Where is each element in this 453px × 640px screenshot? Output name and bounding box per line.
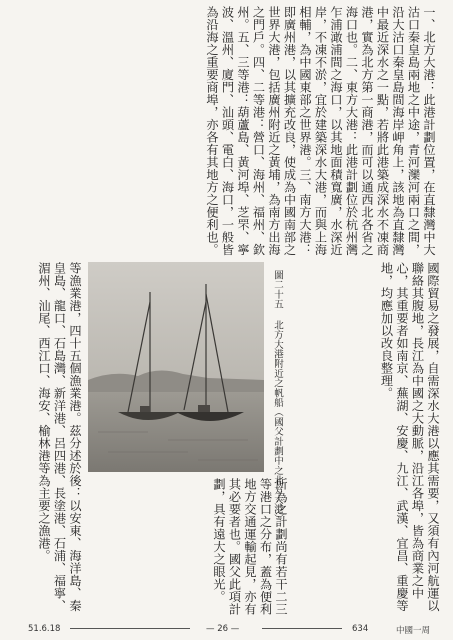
figure (88, 262, 286, 524)
photo-sailboats (88, 262, 264, 472)
article-paragraph: 一、北方大港：此港計劃位置，在直隸灣中大沽口秦皇島兩地之中途，青河灤河兩口之間，沿大沽口秦皇島間海岸岬角上，該地為直隸灣中最近深水之一點，若將此港築成深水不凍商港，實為北方第一商港，而可以通西北各省之海口也。二、東方大港：此港計劃位於杭州灣乍浦澉浦間之海口，以其地面積寬廣，水深近岸，不凍不淤，宜於建築深水大港，而與上海相輔，為中國東部之世界港。三、南方大港：即廣州港，以其擴充改良，使成為中國南部之世界大港，包括廣州附近之黃埔，為南方出海之門戶。四、二等港：營口、海州、福州、欽州。五、三等港：葫蘆島、黃河埠、芝罘、寧波、溫州、廈門、汕頭、電白、海口，一般皆為沿海之重要商埠，亦各有其地方之便利也。 (205, 6, 436, 256)
article-text-bottom (84, 478, 288, 624)
serial-number: 634 (352, 624, 369, 634)
article-paragraph: 等漁業港，四十五個漁業港。茲分述於後：以安東、海洋島、秦皇島、龍口、石島灣、新洋港、呂四港、長塗港、石浦、福寧、湄州、汕尾、西江口、海安、榆林港等為主要之漁港。 (37, 262, 82, 612)
article-text-right (290, 262, 440, 624)
page-number: — 26 — (206, 624, 240, 634)
article-text-top (18, 6, 436, 260)
article-text-left (14, 262, 82, 624)
page-footer (0, 622, 453, 638)
figure-caption: 圖二十五 北方大港附近之帆船（國父計劃中之北方大港） (272, 270, 283, 524)
harbor-photo-illustration (88, 262, 264, 472)
issue-date: 51.6.18 (28, 624, 61, 634)
article-paragraph: 所為之計劃尚有若干二三等港口之分布，蓋為便利地方交通運輸起見，亦有其必要者也。國父此項計劃，具有遠大之眼光。 (212, 478, 288, 616)
journal-name: 中國一周 (396, 626, 431, 636)
article-paragraph: 國際貿易之發展，自需深水大港以應其需要，又須有內河航運以聯絡其腹地，長江為中國之大動脈，沿江各埠，皆為商業之中心，其重要者如南京、蕪湖、安慶、九江、武漢、宜昌、重慶等地，均應加以改良整理。 (379, 262, 440, 612)
